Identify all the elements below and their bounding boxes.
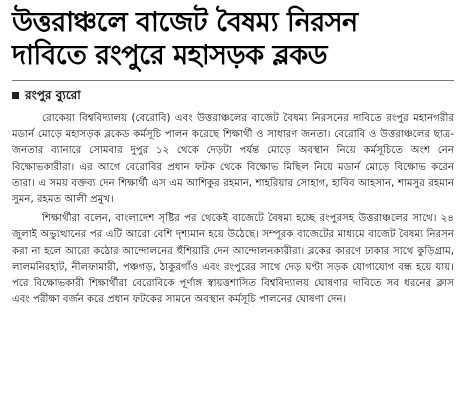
headline-line-1: উত্তরাঞ্চলে বাজেট বৈষম্য নিরসন bbox=[12, 7, 358, 38]
headline bbox=[12, 6, 454, 72]
body-paragraph-2: শিক্ষার্থীরা বলেন, বাংলাদেশ সৃষ্টির পর থেকেই বাজেটে বৈষম্য হচ্ছে রংপুরসহ উত্তরাঞ্চলের সাথে। ২৪ জুলাই অভ্যুত্থানের পর এটি আরো বেশি দৃশ্যমান হয়ে উঠেছে। সম্পূরক বাজেটের মাধ্যমে বাজেট বৈষম্য নিরসন করা না হলে আরো কঠোর আন্দোলনের হুঁশিয়ারি দেন আন্দোলনকারীরা। ব্লকের কারণে ঢাকার সাথে কুড়িগ্রাম, লালমনিরহাট, নীলফামারী, পঞ্চগড়, ঠাকুরগাঁও এবং রংপুরের সাথে দেড় ঘণ্টা সড়ক যোগাযোগ বন্ধ হয়ে যায়। পরে বিক্ষোভকারী শিক্ষার্থীরা বেরোবিকে পূর্ণাঙ্গ স্বায়ত্তশাসিত বিশ্ববিদ্যালয় ঘোষণার দাবিতে সব ধরনের ক্লাস এবং পরীক্ষা বর্জন করে প্রধান ফটকের সামনে অবস্থান কর্মসূচি পালনের ঘোষণা দেন। bbox=[12, 213, 454, 306]
square-bullet-icon bbox=[12, 92, 19, 99]
headline-line-2: দাবিতে রংপুরে মহাসড়ক ব্লকড bbox=[12, 40, 328, 71]
byline bbox=[12, 87, 454, 107]
byline-text: রংপুর ব্যুরো bbox=[25, 88, 81, 102]
body-paragraph-1: রোকেয়া বিশ্ববিদ্যালয় (বেরোবি) এবং উত্তরাঞ্চলের বাজেট বৈষম্য নিরসনের দাবিতে রংপুর মহানগরীর মডার্ন মোড়ে মহাসড়ক ব্লকেড কর্মসূচি পালন করেছে শিক্ষার্থী ও সাধারণ জনতা। বেরোবি ও উত্তরাঞ্চলের ছাত্র-জনতার ব্যানারে সোমবার দুপুর ১২ থেকে দেড়টা পর্যন্ত মোড়ে অবস্থান নিয়ে কর্মসূচিতে অংশ নেন বিক্ষোভকারীরা। এর আগে বেরোবির প্রধান ফটক থেকে বিক্ষোভ মিছিল নিয়ে মডার্ন মোড়ে বিক্ষোভ করেন তারা। এ সময় বক্তব্য দেন শিক্ষার্থী এস এম আশিকুর রহমান, শাহরিয়ার সোহাগ, হাবিব আহসান, শামসুর রহমান সুমন, রহমত আলী প্রমুখ। bbox=[12, 113, 454, 206]
headline-divider bbox=[12, 80, 454, 81]
